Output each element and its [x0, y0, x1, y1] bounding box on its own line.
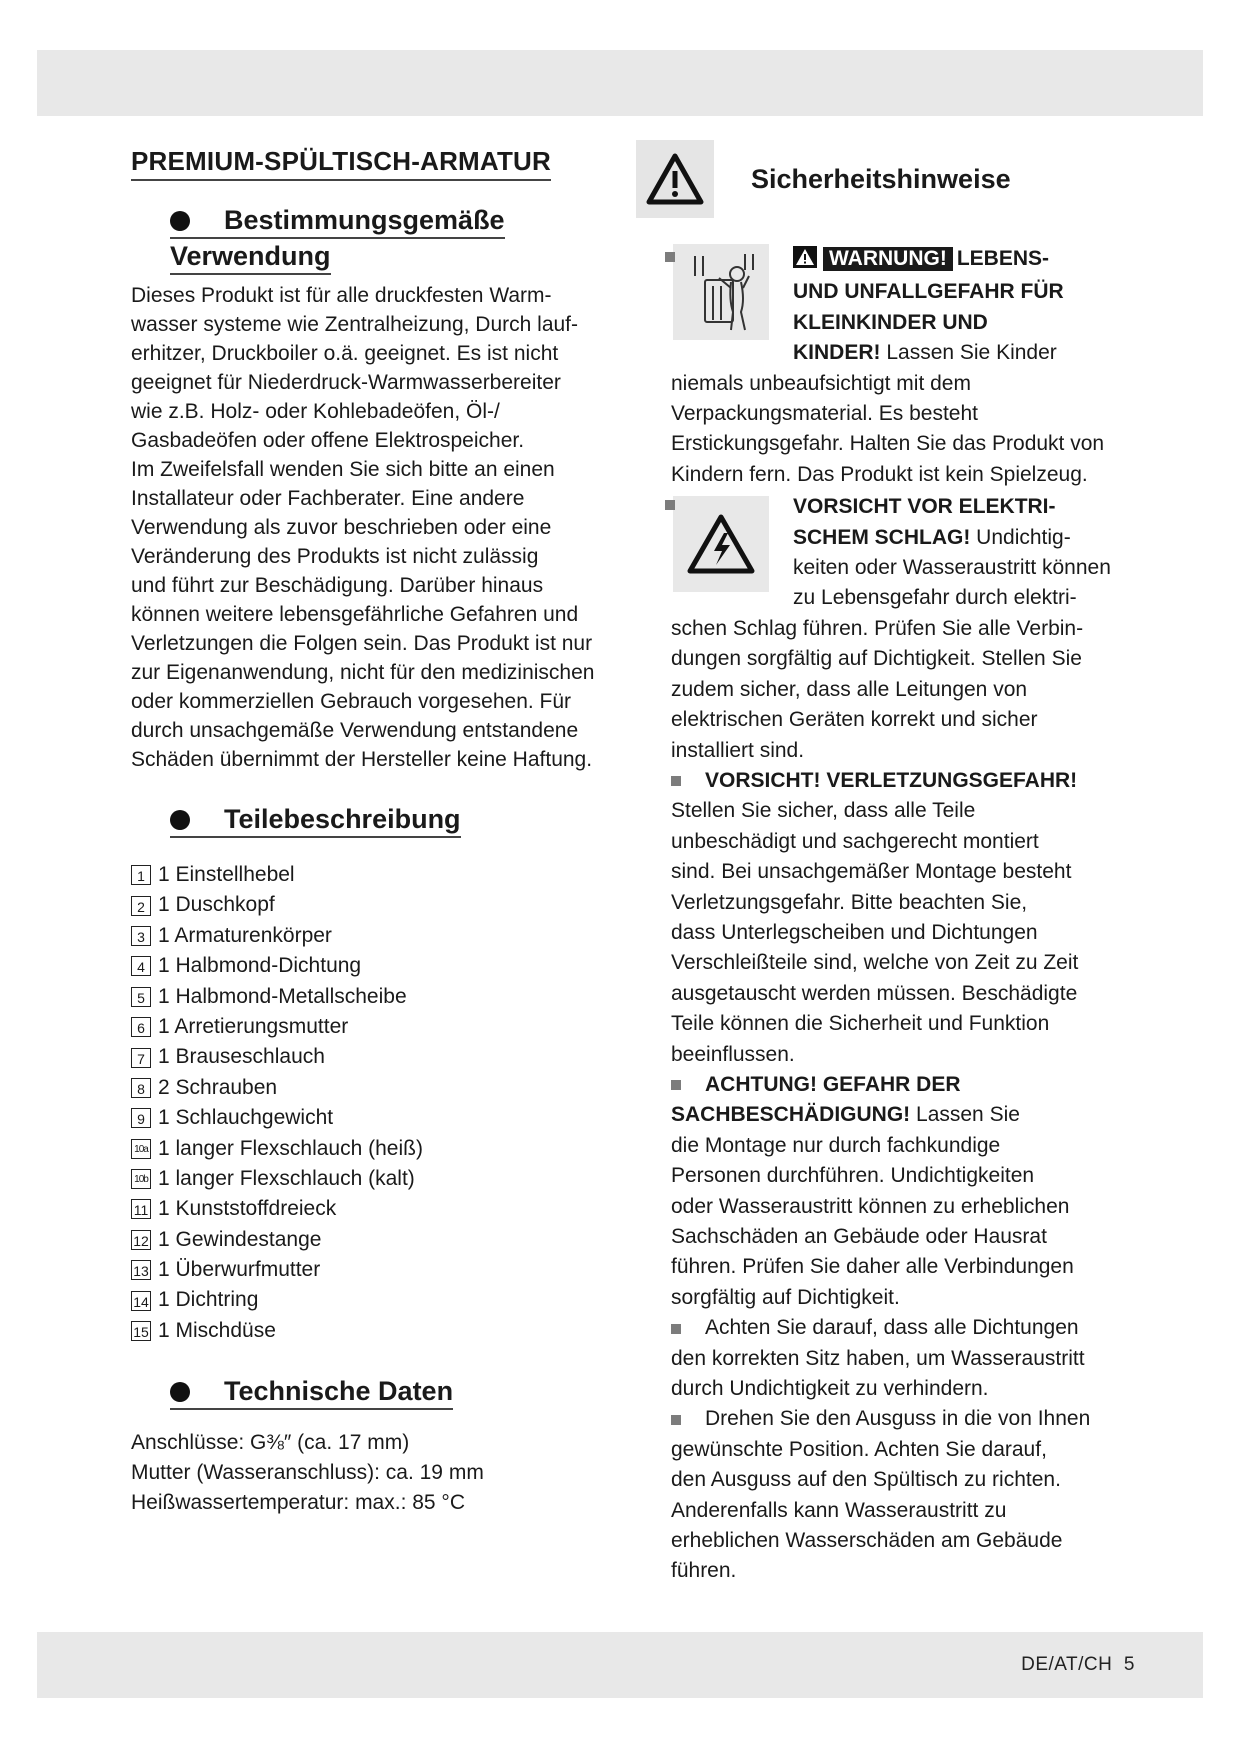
part-label: 2 Schrauben [158, 1075, 278, 1099]
warning-text: Lassen Sie Kinder [880, 341, 1057, 365]
warning-bold-text: KINDER! [793, 341, 881, 365]
heading-text: Teilebeschreibung [170, 802, 461, 838]
text-line: Verletzungen die Folgen sein. Das Produkt ist nur [131, 632, 593, 655]
text-line: zur Eigenanwendung, nicht für den medizinischen [131, 661, 595, 684]
part-label: 1 Mischdüse [158, 1318, 276, 1342]
warning-bold-text: ACHTUNG! GEFAHR DER [705, 1072, 961, 1096]
list-item [131, 1316, 611, 1346]
part-number: 14 [131, 1291, 151, 1311]
list-item [131, 951, 611, 981]
text-line: den korrekten Sitz haben, um Wasseraustritt [671, 1346, 1085, 1370]
text-line: schen Schlag führen. Prüfen Sie alle Verbin- [671, 616, 1084, 640]
part-label: 1 Gewindestange [158, 1227, 322, 1251]
warning-triangle-small-icon [793, 246, 817, 277]
part-number: 5 [131, 987, 151, 1007]
text-line: ausgetauscht werden müssen. Beschädigte [671, 981, 1078, 1005]
text-line: Anderenfalls kann Wasseraustritt zu [671, 1498, 1007, 1522]
page-number: 5 [1123, 1654, 1135, 1675]
text-line: Gasbadeöfen oder offene Elektrospeicher. [131, 429, 525, 452]
part-number: 10a [131, 1139, 151, 1159]
text-line: niemals unbeaufsichtigt mit dem [671, 371, 971, 395]
text-line: durch unsachgemäße Verwendung entstandene [131, 719, 579, 742]
text-line: Im Zweifelsfall wenden Sie sich bitte an einen [131, 458, 555, 481]
intended-use-text [131, 281, 611, 774]
text-line: führen. [671, 1559, 737, 1583]
list-item [131, 1285, 611, 1315]
warning-triangle-icon [636, 140, 714, 218]
warning-bold-text: KLEINKINDER UND [793, 310, 988, 334]
text-line: oder kommerziellen Gebrauch vorgesehen. Für [131, 690, 572, 713]
list-item [131, 1134, 611, 1164]
warning-text: Undichtig- [970, 525, 1071, 549]
electric-shock-icon [673, 496, 769, 592]
list-item [131, 1225, 611, 1255]
warning-bold-text: LEBENS- [956, 247, 1050, 270]
part-number: 11 [131, 1199, 151, 1219]
text-line: elektrischen Geräten korrekt und sicher [671, 708, 1038, 732]
right-column [671, 140, 1129, 1587]
part-number: 10b [131, 1169, 151, 1189]
text-line: oder Wasseraustritt können zu erheblichen [671, 1194, 1070, 1218]
part-label: 1 Brauseschlauch [158, 1045, 325, 1069]
heading-parts [170, 802, 611, 838]
warning-property-damage [671, 1070, 1129, 1313]
text-line: Verwendung als zuvor beschrieben oder eine [131, 516, 552, 539]
part-number: 1 [131, 865, 151, 885]
bullet-icon [170, 810, 190, 830]
text-line: Veränderung des Produkts ist nicht zulässig [131, 545, 539, 568]
text-line: unbeschädigt und sachgerecht montiert [671, 829, 1039, 853]
part-label: 1 Halbmond-Dichtung [158, 954, 362, 978]
part-label: 1 langer Flexschlauch (kalt) [158, 1166, 415, 1190]
list-item [131, 1103, 611, 1133]
text-line: sind. Bei unsachgemäßer Montage besteht [671, 860, 1072, 884]
part-number: 15 [131, 1321, 151, 1341]
part-number: 8 [131, 1078, 151, 1098]
heading-line-2: Verwendung [170, 239, 331, 275]
text-line: Teile können die Sicherheit und Funktion [671, 1012, 1050, 1036]
part-label: 1 Duschkopf [158, 893, 275, 917]
list-item [131, 1194, 611, 1224]
part-label: 1 Einstellhebel [158, 863, 295, 886]
text-line: führen. Prüfen Sie daher alle Verbindungen [671, 1255, 1074, 1279]
text-line: Erstickungsgefahr. Halten Sie das Produkt von [671, 432, 1105, 456]
square-bullet-icon [665, 252, 675, 262]
part-number: 7 [131, 1048, 151, 1068]
part-label: 1 Kunststoffdreieck [158, 1197, 337, 1221]
text-line: durch Undichtigkeit zu verhindern. [671, 1377, 989, 1401]
tech-line: Anschlüsse: G⅜″ (ca. 17 mm) [131, 1431, 410, 1455]
part-label: 1 Überwurfmutter [158, 1258, 321, 1282]
list-item [131, 1042, 611, 1072]
text-line: die Montage nur durch fachkundige [671, 1133, 1001, 1157]
square-bullet-icon [671, 1324, 681, 1334]
list-item [131, 1255, 611, 1285]
heading-text: Technische Daten [170, 1374, 453, 1410]
text-line: und führt zur Beschädigung. Darüber hinaus [131, 574, 544, 597]
text-line: dass Unterlegscheiben und Dichtungen [671, 920, 1038, 944]
warning-bold-text: VORSICHT! VERLETZUNGSGEFAHR! [705, 768, 1078, 792]
header-band [37, 50, 1203, 116]
part-label: 1 Armaturenkörper [158, 923, 332, 947]
part-label: 1 Arretierungsmutter [158, 1014, 349, 1038]
warning-text: Lassen Sie [910, 1103, 1020, 1127]
text-line: Installateur oder Fachberater. Eine andere [131, 487, 525, 510]
text-line: keiten oder Wasseraustritt können [793, 556, 1111, 580]
part-label: 1 Halbmond-Metallscheibe [158, 984, 407, 1008]
text-line: Kindern fern. Das Produkt ist kein Spielzeug. [671, 462, 1088, 486]
warning-electric [671, 492, 1129, 766]
technical-data [131, 1428, 611, 1518]
part-number: 9 [131, 1108, 151, 1128]
text-line: Verletzungsgefahr. Bitte beachten Sie, [671, 890, 1028, 914]
part-number: 2 [131, 896, 151, 916]
warning-injury [671, 766, 1129, 1070]
warning-badge: WARNUNG! [823, 247, 953, 271]
part-label: 1 Schlauchgewicht [158, 1106, 334, 1130]
square-bullet-icon [671, 1080, 681, 1090]
part-number: 13 [131, 1260, 151, 1280]
list-item [131, 921, 611, 951]
text-line: installiert sind. [671, 738, 805, 762]
text-line: Dieses Produkt ist für alle druckfesten Warm- [131, 284, 552, 307]
text-line: können weitere lebensgefährliche Gefahren und [131, 603, 579, 626]
text-line: Personen durchführen. Undichtigkeiten [671, 1164, 1035, 1188]
heading-technical-data [170, 1374, 611, 1410]
heading-intended-use [170, 203, 611, 275]
list-item [131, 982, 611, 1012]
list-item [131, 1073, 611, 1103]
list-item [131, 1164, 611, 1194]
parts-list [131, 860, 611, 1346]
text-line: gewünschte Position. Achten Sie darauf, [671, 1437, 1047, 1461]
text-line: Verpackungsmaterial. Es besteht [671, 402, 979, 426]
text-line: zu Lebensgefahr durch elektri- [793, 586, 1077, 610]
text-line: Drehen Sie den Ausguss in die von Ihnen [705, 1407, 1091, 1431]
note-seals [671, 1313, 1129, 1404]
bullet-icon [170, 211, 190, 231]
child-warning-icon [673, 244, 769, 340]
heading-line-1: Bestimmungsgemäße [170, 203, 505, 239]
text-line: zudem sicher, dass alle Leitungen von [671, 677, 1028, 701]
square-bullet-icon [671, 776, 681, 786]
warning-children [671, 244, 1129, 490]
text-line: Achten Sie darauf, dass alle Dichtungen [705, 1316, 1079, 1340]
text-line: Sachschäden an Gebäude oder Hausrat [671, 1225, 1047, 1248]
warning-bold-text: VORSICHT VOR ELEKTRI- [793, 495, 1056, 519]
note-spout [671, 1404, 1129, 1586]
square-bullet-icon [671, 1415, 681, 1425]
text-line: den Ausguss auf den Spültisch zu richten. [671, 1468, 1061, 1492]
list-item [131, 860, 611, 890]
part-number: 12 [131, 1230, 151, 1250]
page-title: PREMIUM-SPÜLTISCH-ARMATUR [131, 146, 551, 181]
part-label: 1 langer Flexschlauch (heiß) [158, 1136, 423, 1160]
square-bullet-icon [665, 500, 675, 510]
tech-line: Mutter (Wasseranschluss): ca. 19 mm [131, 1461, 484, 1485]
text-line: Schäden übernimmt der Hersteller keine Haftung. [131, 748, 593, 771]
list-item [131, 890, 611, 920]
part-number: 3 [131, 926, 151, 946]
tech-line: Heißwassertemperatur: max.: 85 °C [131, 1491, 466, 1515]
list-item [131, 1012, 611, 1042]
footer-locale: DE/AT/CH [1021, 1654, 1113, 1675]
text-line: wasser systeme wie Zentralheizung, Durch lauf- [131, 313, 579, 336]
text-line: dungen sorgfältig auf Dichtigkeit. Stellen Sie [671, 647, 1082, 671]
warning-bold-text: UND UNFALLGEFAHR FÜR [793, 280, 1064, 304]
left-column [131, 136, 611, 1518]
text-line: Stellen Sie sicher, dass alle Teile [671, 799, 976, 823]
text-line: erhitzer, Druckboiler o.ä. geeignet. Es ist nicht [131, 342, 559, 365]
text-line: beeinflussen. [671, 1042, 795, 1066]
text-line: sorgfältig auf Dichtigkeit. [671, 1285, 900, 1309]
text-line: wie z.B. Holz- oder Kohlebadeöfen, Öl-/ [131, 400, 500, 423]
part-number: 4 [131, 956, 151, 976]
part-label: 1 Dichtring [158, 1288, 259, 1312]
text-line: geeignet für Niederdruck-Warmwasserbereiter [131, 371, 561, 394]
safety-heading [636, 140, 1129, 218]
text-line: erheblichen Wasserschäden am Gebäude [671, 1529, 1063, 1553]
footer [1021, 1654, 1135, 1676]
warning-bold-text: SCHEM SCHLAG! [793, 525, 971, 549]
warning-bold-text: SACHBESCHÄDIGUNG! [671, 1103, 911, 1127]
safety-title: Sicherheitshinweise [751, 163, 1011, 194]
text-line: Verschleißteile sind, welche von Zeit zu Zeit [671, 951, 1079, 975]
part-number: 6 [131, 1017, 151, 1037]
